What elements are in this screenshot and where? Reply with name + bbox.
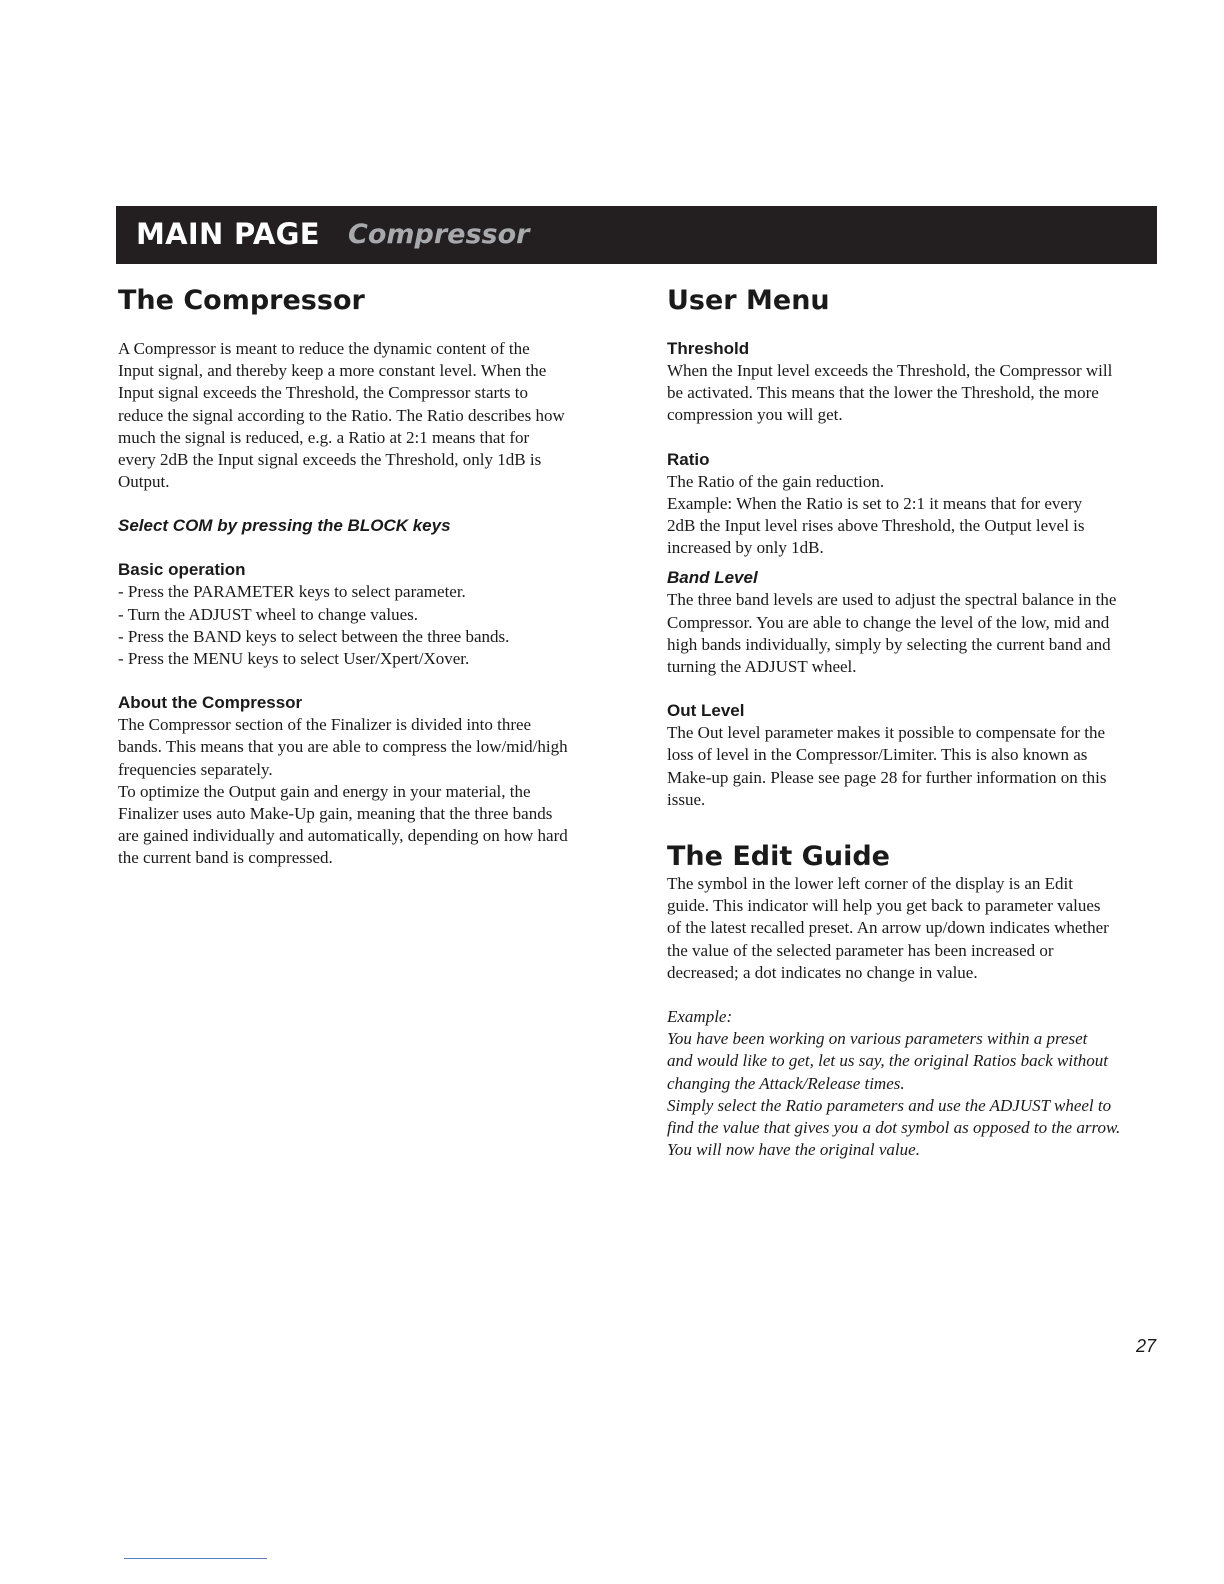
intro-line: Input signal exceeds the Threshold, the Compressor starts to bbox=[118, 383, 528, 403]
list-item: - Turn the ADJUST wheel to change values. bbox=[118, 604, 418, 624]
edit-guide-line: the value of the selected parameter has been increased or bbox=[667, 940, 1054, 960]
intro-line: every 2dB the Input signal exceeds the Threshold, only 1dB is bbox=[118, 450, 542, 470]
edit-guide-line: guide. This indicator will help you get back to parameter values bbox=[667, 896, 1101, 916]
basic-operation-heading: Basic operation bbox=[118, 560, 246, 580]
ratio-line: The Ratio of the gain reduction. bbox=[667, 471, 885, 491]
edit-guide-text bbox=[667, 873, 1159, 984]
threshold-text bbox=[667, 360, 1159, 427]
edit-guide-line: The symbol in the lower left corner of the display is an Edit bbox=[667, 874, 1074, 894]
ratio-line: Example: When the Ratio is set to 2:1 it means that for every bbox=[667, 493, 1083, 513]
select-com-note: Select COM by pressing the BLOCK keys bbox=[118, 516, 451, 536]
band-level-text bbox=[667, 589, 1159, 678]
edit-guide-line: decreased; a dot indicates no change in value. bbox=[667, 962, 978, 982]
ratio-text bbox=[667, 471, 1159, 560]
intro-line: Output. bbox=[118, 472, 170, 492]
out-level-line: issue. bbox=[667, 789, 706, 809]
about-line: bands. This means that you are able to compress the low/mid/high bbox=[118, 737, 568, 757]
page-number: 27 bbox=[1135, 1336, 1156, 1356]
example-line: changing the Attack/Release times. bbox=[667, 1073, 905, 1093]
list-item: - Press the BAND keys to select between the three bands. bbox=[118, 626, 510, 646]
user-menu-heading: User Menu bbox=[667, 285, 830, 316]
out-level-text bbox=[667, 722, 1159, 811]
section-banner bbox=[116, 206, 1157, 264]
footer-divider bbox=[124, 1558, 267, 1559]
ratio-line: 2dB the Input level rises above Threshold, the Output level is bbox=[667, 516, 1085, 536]
edit-guide-line: of the latest recalled preset. An arrow up/down indicates whether bbox=[667, 918, 1109, 938]
out-level-line: loss of level in the Compressor/Limiter. This is also known as bbox=[667, 745, 1088, 765]
example-line: Example: bbox=[667, 1007, 733, 1027]
about-line: To optimize the Output gain and energy in your material, the bbox=[118, 781, 531, 801]
threshold-line: compression you will get. bbox=[667, 405, 843, 425]
about-line: Finalizer uses auto Make-Up gain, meaning that the three bands bbox=[118, 804, 553, 824]
out-level-heading: Out Level bbox=[667, 701, 745, 721]
left-column bbox=[118, 282, 608, 870]
about-line: are gained individually and automatically, depending on how hard bbox=[118, 826, 568, 846]
edit-guide-heading: The Edit Guide bbox=[667, 841, 890, 873]
banner-subtitle: Compressor bbox=[348, 219, 530, 250]
compressor-heading: The Compressor bbox=[118, 285, 365, 316]
example-line: find the value that gives you a dot symbol as opposed to the arrow. bbox=[667, 1118, 1121, 1138]
band-level-heading: Band Level bbox=[667, 568, 758, 588]
about-line: frequencies separately. bbox=[118, 759, 273, 779]
band-level-line: turning the ADJUST wheel. bbox=[667, 657, 857, 677]
list-item: - Press the MENU keys to select User/Xpert/Xover. bbox=[118, 649, 470, 669]
edit-guide-example bbox=[667, 1006, 1159, 1161]
out-level-line: The Out level parameter makes it possible to compensate for the bbox=[667, 723, 1106, 743]
about-compressor-text bbox=[118, 714, 608, 869]
out-level-line: Make-up gain. Please see page 28 for further information on this bbox=[667, 767, 1107, 787]
intro-line: reduce the signal according to the Ratio. The Ratio describes how bbox=[118, 405, 565, 425]
threshold-heading: Threshold bbox=[667, 339, 750, 358]
basic-operation-list bbox=[118, 581, 608, 670]
example-line: You will now have the original value. bbox=[667, 1140, 920, 1160]
band-level-line: Compressor. You are able to change the level of the low, mid and bbox=[667, 612, 1110, 632]
about-line: The Compressor section of the Finalizer is divided into three bbox=[118, 715, 532, 735]
threshold-line: When the Input level exceeds the Threshold, the Compressor will bbox=[667, 361, 1113, 380]
banner-title: MAIN PAGE bbox=[136, 217, 320, 251]
right-column bbox=[667, 282, 1159, 1161]
ratio-heading: Ratio bbox=[667, 449, 710, 469]
threshold-line: be activated. This means that the lower the Threshold, the more bbox=[667, 383, 1099, 403]
intro-line: Input signal, and thereby keep a more constant level. When the bbox=[118, 361, 547, 381]
band-level-line: high bands individually, simply by selecting the current band and bbox=[667, 634, 1111, 654]
example-line: and would like to get, let us say, the original Ratios back without bbox=[667, 1051, 1109, 1071]
intro-line: A Compressor is meant to reduce the dynamic content of the bbox=[118, 339, 530, 358]
example-line: You have been working on various parameters within a preset bbox=[667, 1029, 1088, 1049]
about-line: the current band is compressed. bbox=[118, 848, 333, 868]
ratio-line: increased by only 1dB. bbox=[667, 538, 824, 558]
example-line: Simply select the Ratio parameters and use the ADJUST wheel to bbox=[667, 1095, 1112, 1115]
band-level-line: The three band levels are used to adjust the spectral balance in the bbox=[667, 590, 1117, 610]
list-item: - Press the PARAMETER keys to select parameter. bbox=[118, 582, 466, 602]
about-compressor-heading: About the Compressor bbox=[118, 693, 303, 713]
compressor-intro bbox=[118, 338, 608, 493]
intro-line: much the signal is reduced, e.g. a Ratio at 2:1 means that for bbox=[118, 427, 530, 447]
